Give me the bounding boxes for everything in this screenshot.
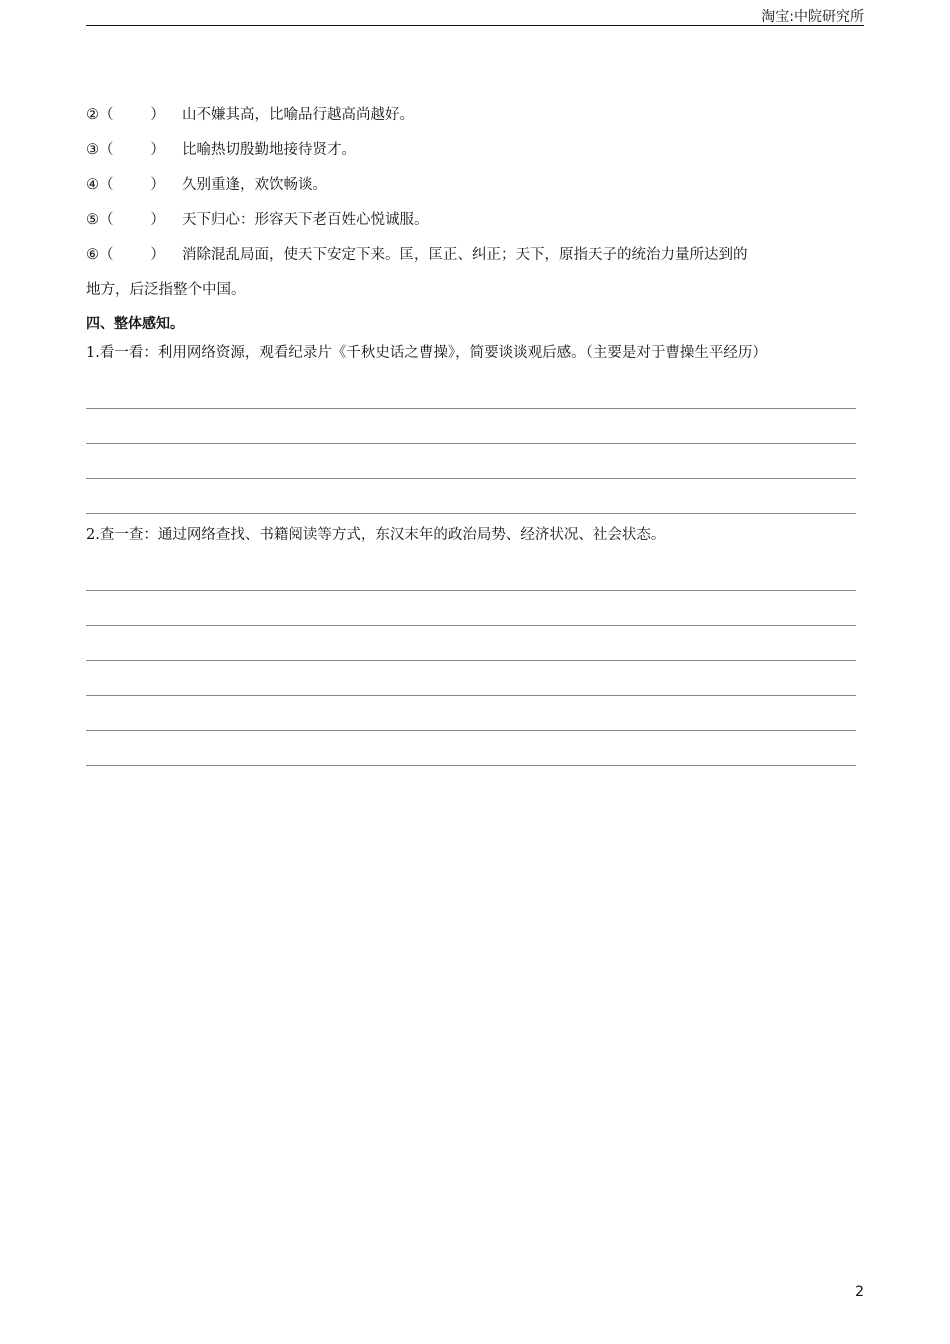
answer-line[interactable] <box>86 626 862 661</box>
item-text: 天下归心：形容天下老百姓心悦诚服。 <box>182 212 429 228</box>
item-number: ④（ ） <box>86 177 165 193</box>
answer-line[interactable] <box>86 696 862 731</box>
list-item <box>86 103 862 138</box>
answer-line[interactable] <box>86 591 862 626</box>
header-text: 淘宝:中院研究所 <box>761 9 864 25</box>
answer-lines-1 <box>86 374 862 514</box>
answer-lines-2 <box>86 556 862 766</box>
list-item <box>86 208 862 243</box>
item-text: 消除混乱局面，使天下安定下来。匡，匡正、纠正；天下，原指天子的统治力量所达到的 <box>182 247 748 263</box>
answer-line[interactable] <box>86 479 862 514</box>
question-1: 1.看一看：利用网络资源，观看纪录片《千秋史话之曹操》，简要谈谈观后感。（主要是对于曹操生平经历） <box>86 345 767 361</box>
list-item <box>86 243 862 302</box>
item-number: ②（ ） <box>86 107 165 123</box>
item-text-continued: 地方，后泛指整个中国。 <box>86 282 246 298</box>
answer-line[interactable] <box>86 374 862 409</box>
document-body <box>86 103 862 766</box>
list-item <box>86 173 862 208</box>
answer-line[interactable] <box>86 731 862 766</box>
answer-line[interactable] <box>86 661 862 696</box>
header-rule <box>86 25 864 26</box>
answer-line[interactable] <box>86 444 862 479</box>
item-text: 久别重逢，欢饮畅谈。 <box>182 177 327 193</box>
item-number: ⑤（ ） <box>86 212 165 228</box>
list-item <box>86 138 862 173</box>
item-number: ③（ ） <box>86 142 165 158</box>
answer-line[interactable] <box>86 409 862 444</box>
section-title: 四、整体感知。 <box>86 316 184 332</box>
answer-line[interactable] <box>86 556 862 591</box>
page-number: 2 <box>855 1284 864 1300</box>
item-number: ⑥（ ） <box>86 247 165 263</box>
question-2: 2.查一查：通过网络查找、书籍阅读等方式，东汉末年的政治局势、经济状况、社会状态。 <box>86 527 666 543</box>
item-text: 山不嫌其高，比喻品行越高尚越好。 <box>182 107 414 123</box>
item-text: 比喻热切殷勤地接待贤才。 <box>182 142 356 158</box>
